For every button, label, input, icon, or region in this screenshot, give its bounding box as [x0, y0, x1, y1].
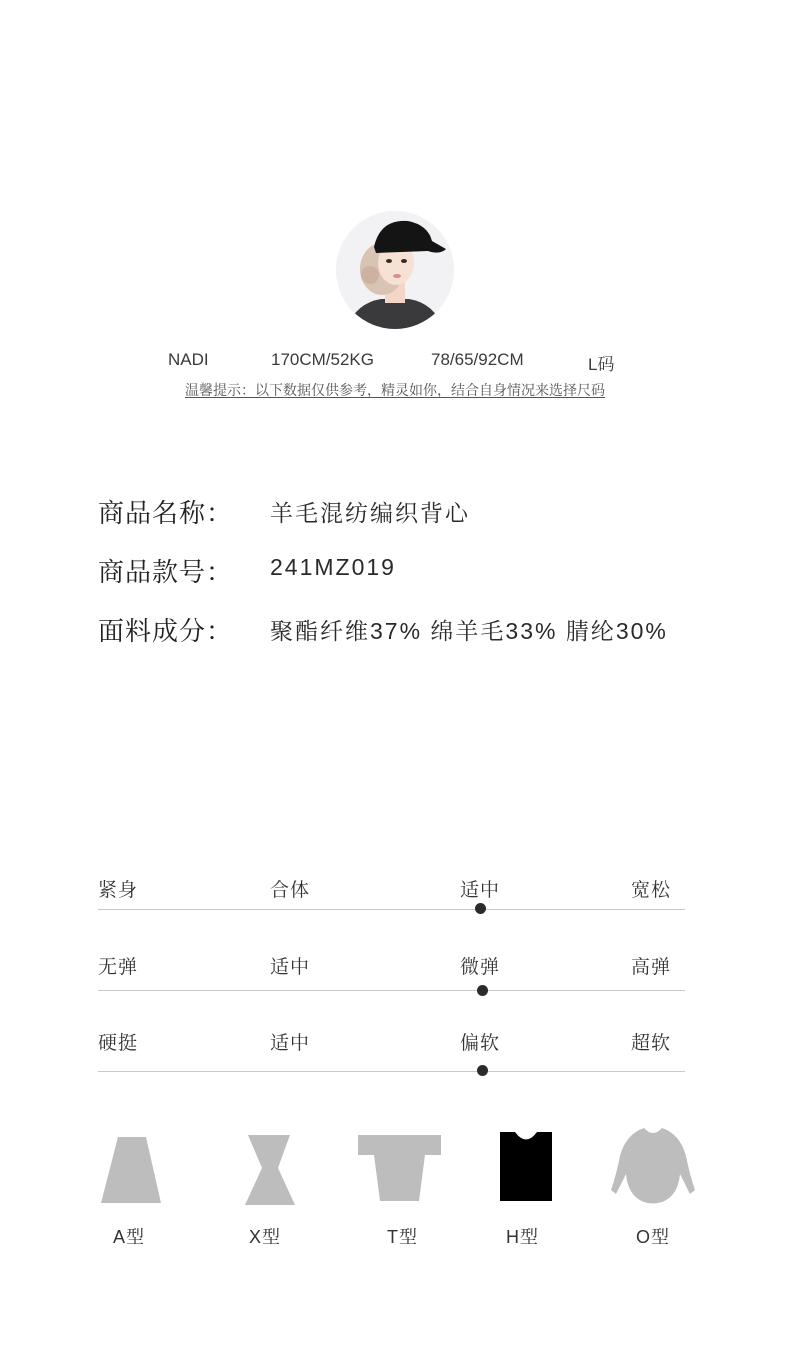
- x-line-silhouette-icon: [244, 1134, 296, 1206]
- fabric-label: 面料成分：: [98, 616, 234, 646]
- model-measurements: 78/65/92CM: [431, 350, 524, 369]
- scale-option: 硬挺: [98, 1033, 139, 1054]
- o-line-silhouette-icon: [610, 1126, 696, 1204]
- model-size: L码: [588, 355, 615, 374]
- scale-line: [98, 1071, 685, 1072]
- scale-indicator-dot: [477, 1065, 488, 1076]
- model-portrait-icon: [336, 211, 454, 329]
- silhouette-label-a: A型: [113, 1227, 146, 1247]
- scale-option: 适中: [460, 880, 501, 901]
- scale-option: 高弹: [631, 957, 672, 978]
- silhouette-label-o: O型: [636, 1227, 671, 1247]
- t-line-silhouette-icon: [357, 1134, 442, 1202]
- model-avatar: [336, 211, 454, 329]
- product-name-value: 羊毛混纺编织背心: [270, 500, 470, 526]
- scale-option: 适中: [270, 1033, 311, 1054]
- silhouette-label-x: X型: [249, 1227, 282, 1247]
- softness-scale: [98, 1028, 685, 1088]
- scale-indicator-dot: [477, 985, 488, 996]
- a-line-silhouette-icon: [100, 1136, 162, 1204]
- product-name-label: 商品名称：: [98, 498, 234, 528]
- model-info-row: [0, 350, 790, 372]
- scale-option: 偏软: [460, 1033, 501, 1054]
- scale-option: 微弹: [460, 957, 501, 978]
- model-name: NADI: [168, 350, 209, 369]
- model-height-weight: 170CM/52KG: [271, 350, 374, 369]
- scale-option: 适中: [270, 957, 311, 978]
- scale-option: 超软: [631, 1033, 672, 1054]
- scale-indicator-dot: [475, 903, 486, 914]
- product-code-value: 241MZ019: [270, 554, 396, 580]
- scale-option: 无弹: [98, 957, 139, 978]
- fabric-value: 聚酯纤维37% 绵羊毛33% 腈纶30%: [270, 618, 668, 644]
- product-code-label: 商品款号：: [98, 557, 234, 587]
- fit-scale: [98, 875, 685, 935]
- scale-line: [98, 909, 685, 910]
- elasticity-scale: [98, 952, 685, 1012]
- size-tip-note: 温馨提示：以下数据仅供参考，精灵如你，结合自身情况来选择尺码: [185, 382, 605, 398]
- scale-option: 紧身: [98, 880, 139, 901]
- scale-option: 宽松: [631, 880, 672, 901]
- scale-line: [98, 990, 685, 991]
- scale-option: 合体: [270, 880, 311, 901]
- silhouette-label-t: T型: [387, 1227, 418, 1247]
- h-line-silhouette-icon: [499, 1131, 553, 1202]
- silhouette-label-h: H型: [506, 1227, 539, 1247]
